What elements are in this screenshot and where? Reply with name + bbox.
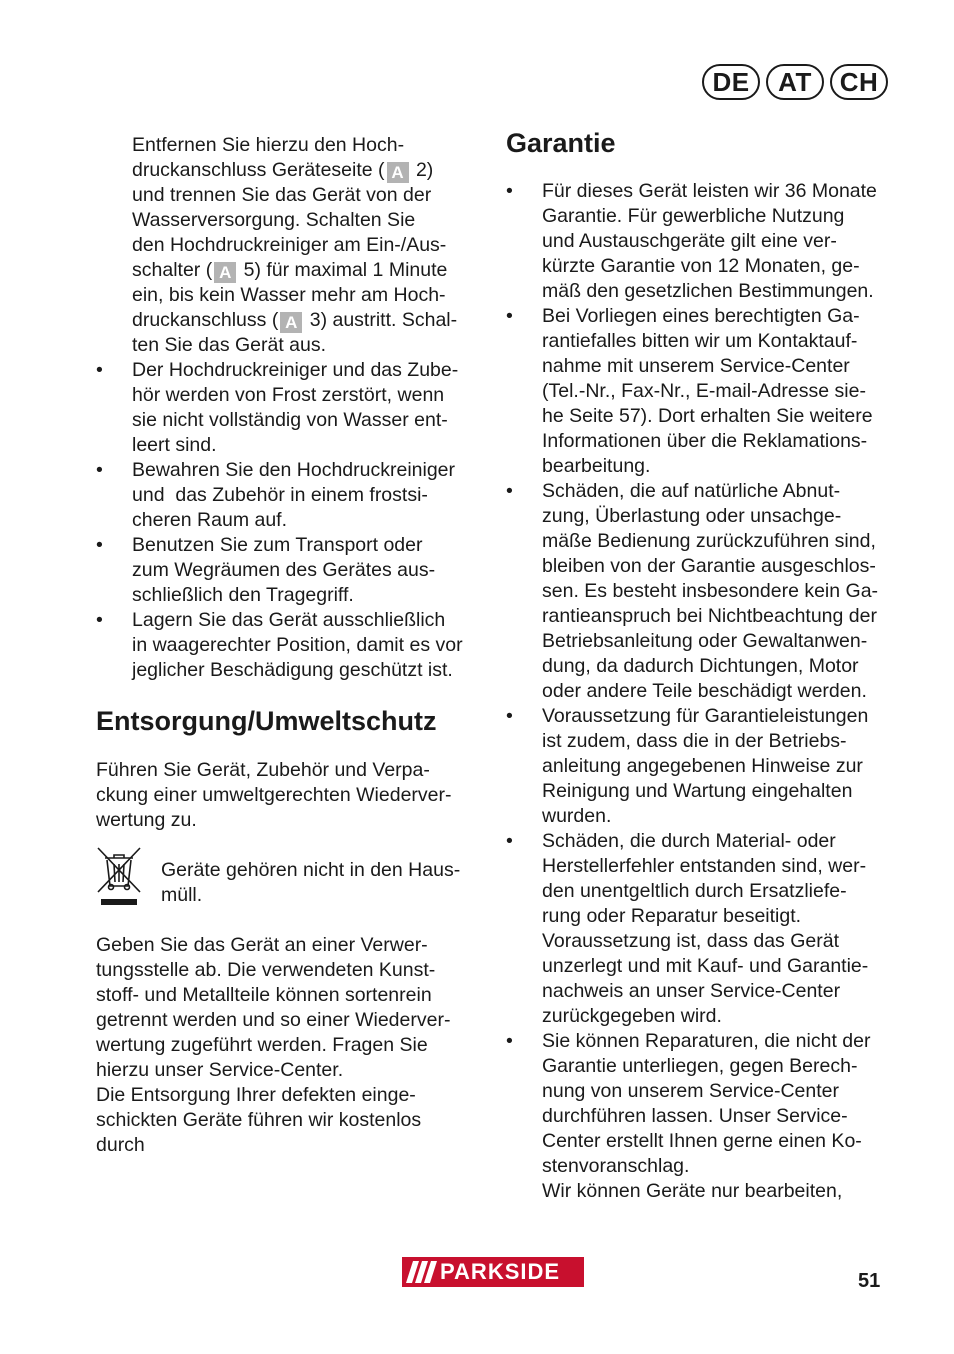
text-line <box>506 479 896 504</box>
text-line <box>506 429 896 454</box>
text-line: Geräte gehören nicht in den Haus- <box>161 859 461 881</box>
text-line <box>506 979 896 1004</box>
text-line <box>96 308 488 333</box>
page-number: 51 <box>858 1270 881 1292</box>
text-line <box>506 604 896 629</box>
text-fragment: schalter ( <box>132 259 213 281</box>
list-item <box>506 304 896 479</box>
text-line <box>506 229 896 254</box>
text-line <box>506 654 896 679</box>
frost-instructions <box>96 133 488 358</box>
text-line: durch <box>96 1134 145 1156</box>
text-fragment: Informationen über die Reklamations- <box>542 430 868 452</box>
disposal-paragraph-2 <box>96 933 488 1158</box>
text-fragment: Voraussetzung für Garantieleistungen <box>542 705 869 727</box>
disposal-paragraph-1 <box>96 758 488 833</box>
text-line <box>96 433 488 458</box>
list-item <box>506 479 896 704</box>
country-badge-ch: CH <box>830 64 888 100</box>
text-line <box>96 508 488 533</box>
list-item <box>506 179 896 304</box>
text-line <box>96 408 488 433</box>
figure-a-badge: A <box>214 262 236 283</box>
text-line <box>506 929 896 954</box>
text-line <box>96 358 488 383</box>
text-line: und trennen Sie das Gerät von der <box>132 184 432 206</box>
bullet-icon: • <box>96 609 103 631</box>
text-line <box>506 254 896 279</box>
right-column <box>506 126 896 1204</box>
bullet-icon: • <box>96 459 103 481</box>
warranty-bullet-list <box>506 179 896 1204</box>
text-fragment: Bei Vorliegen eines berechtigten Ga- <box>542 305 860 327</box>
text-line <box>506 1104 896 1129</box>
text-line <box>506 329 896 354</box>
bullet-icon: • <box>96 534 103 556</box>
text-fragment: und Austauschgeräte gilt eine ver- <box>542 230 837 252</box>
text-fragment: nung von unserem Service-Center <box>542 1080 839 1102</box>
text-fragment: 3) austritt. Schal- <box>304 309 458 331</box>
text-fragment: rantieanspruch bei Nichtbeachtung der <box>542 605 877 627</box>
text-line <box>506 829 896 854</box>
text-line <box>506 804 896 829</box>
text-fragment: (Tel.-Nr., Fax-Nr., E-mail-Adresse sie- <box>542 380 866 402</box>
bullet-icon: • <box>506 830 513 852</box>
text-line: Geben Sie das Gerät an einer Verwer- <box>96 934 428 956</box>
heading-garantie: Garantie <box>506 128 616 158</box>
text-line: müll. <box>161 884 203 906</box>
text-fragment: bleiben von der Garantie ausgeschlos- <box>542 555 876 577</box>
text-line <box>506 279 896 304</box>
bullet-icon: • <box>96 359 103 381</box>
text-fragment: Benutzen Sie zum Transport oder <box>132 534 423 556</box>
crossed-out-bin-icon <box>96 846 142 908</box>
text-line: Wasserversorgung. Schalten Sie <box>132 209 416 231</box>
list-item <box>506 829 896 1029</box>
text-line <box>506 679 896 704</box>
text-line: tungsstelle ab. Die verwendeten Kunst- <box>96 959 436 981</box>
text-line <box>96 633 488 658</box>
text-fragment: nahme mit unserem Service-Center <box>542 355 850 377</box>
list-item <box>96 358 488 458</box>
text-line <box>506 629 896 654</box>
text-fragment: unzerlegt und mit Kauf- und Garantie- <box>542 955 869 977</box>
text-fragment: rung oder Reparatur beseitigt. <box>542 905 802 927</box>
text-fragment: zum Wegräumen des Gerätes aus- <box>132 559 436 581</box>
text-line <box>96 533 488 558</box>
text-line <box>506 1154 896 1179</box>
text-line <box>506 579 896 604</box>
text-line <box>96 583 488 608</box>
list-item <box>96 458 488 533</box>
text-line: hierzu unser Service-Center. <box>96 1059 344 1081</box>
text-line <box>96 258 488 283</box>
text-fragment: Der Hochdruckreiniger und das Zube- <box>132 359 459 381</box>
text-fragment: Garantie. Für gewerbliche Nutzung <box>542 205 845 227</box>
text-fragment: Schäden, die auf natürliche Abnut- <box>542 480 841 502</box>
text-line <box>506 379 896 404</box>
text-fragment: Schäden, die durch Material- oder <box>542 830 836 852</box>
text-fragment: Reinigung und Wartung eingehalten <box>542 780 853 802</box>
text-line <box>506 954 896 979</box>
text-line: Die Entsorgung Ihrer defekten einge- <box>96 1084 416 1106</box>
bullet-icon: • <box>506 705 513 727</box>
country-badge-de: DE <box>702 64 760 100</box>
text-fragment: druckanschluss ( <box>132 309 279 331</box>
text-line: ckung einer umweltgerechten Wiederver- <box>96 784 452 806</box>
figure-a-badge: A <box>280 312 302 333</box>
list-item <box>96 608 488 683</box>
text-line <box>96 483 488 508</box>
text-line: ten Sie das Gerät aus. <box>132 334 327 356</box>
text-fragment: 5) für maximal 1 Minute <box>238 259 448 281</box>
text-fragment: Garantie unterliegen, gegen Berech- <box>542 1055 858 1077</box>
text-fragment: anleitung angegebenen Hinweise zur <box>542 755 863 777</box>
text-fragment: Lagern Sie das Gerät ausschließlich <box>132 609 446 631</box>
text-line <box>506 179 896 204</box>
text-fragment: mäß den gesetzlichen Bestimmungen. <box>542 280 874 302</box>
list-item <box>506 704 896 829</box>
list-item <box>96 533 488 608</box>
text-line <box>506 754 896 779</box>
text-fragment: ist zudem, dass die in der Betriebs- <box>542 730 847 752</box>
figure-a-badge: A <box>387 162 409 183</box>
text-fragment: zung, Überlastung oder unsachge- <box>542 505 842 527</box>
text-fragment: zurückgegeben wird. <box>542 1005 722 1027</box>
country-badge-at: AT <box>766 64 824 100</box>
text-fragment: rantiefalles bitten wir um Kontaktauf- <box>542 330 858 352</box>
text-line <box>506 204 896 229</box>
text-fragment: bearbeitung. <box>542 455 651 477</box>
text-fragment: cheren Raum auf. <box>132 509 288 531</box>
text-line <box>96 608 488 633</box>
text-fragment: Wir können Geräte nur bearbeiten, <box>542 1180 843 1202</box>
parkside-logo <box>402 1257 584 1287</box>
text-fragment: mäße Bedienung zurückzuführen sind, <box>542 530 876 552</box>
text-fragment: den unentgeltlich durch Ersatzliefe- <box>542 880 847 902</box>
text-line: stoff- und Metallteile können sortenrein <box>96 984 432 1006</box>
text-line <box>506 779 896 804</box>
text-fragment: stenvoranschlag. <box>542 1155 690 1177</box>
text-line <box>96 658 488 683</box>
text-line <box>506 729 896 754</box>
text-fragment: hör werden von Frost zerstört, wenn <box>132 384 445 406</box>
text-fragment: dung, da dadurch Dichtungen, Motor <box>542 655 859 677</box>
text-fragment: Voraussetzung ist, dass das Gerät <box>542 930 839 952</box>
text-line <box>506 879 896 904</box>
text-line <box>506 354 896 379</box>
text-fragment: Für dieses Gerät leisten wir 36 Monate <box>542 180 877 202</box>
text-line <box>96 558 488 583</box>
text-line: wertung zugeführt werden. Fragen Sie <box>96 1034 428 1056</box>
heading-entsorgung: Entsorgung/Umweltschutz <box>96 706 437 736</box>
text-fragment: Herstellerfehler entstanden sind, wer- <box>542 855 867 877</box>
text-fragment: nachweis an unser Service-Center <box>542 980 841 1002</box>
text-line: schickten Geräte führen wir kostenlos <box>96 1109 422 1131</box>
text-line <box>506 529 896 554</box>
text-fragment: 2) <box>410 159 434 181</box>
text-fragment: wurden. <box>542 805 612 827</box>
text-fragment: Center erstellt Ihnen gerne einen Ko- <box>542 1130 862 1152</box>
text-fragment: Sie können Reparaturen, die nicht der <box>542 1030 871 1052</box>
text-line <box>506 1079 896 1104</box>
text-line: getrennt werden und so einer Wiederver- <box>96 1009 451 1031</box>
bullet-icon: • <box>506 305 513 327</box>
text-line <box>96 383 488 408</box>
frost-bullet-list <box>96 358 488 683</box>
logo-text: PARKSIDE <box>440 1259 561 1284</box>
text-line <box>506 1029 896 1054</box>
text-line <box>506 1054 896 1079</box>
text-fragment: und das Zubehör in einem frostsi- <box>132 484 428 506</box>
text-fragment: leert sind. <box>132 434 217 456</box>
text-fragment: sen. Es besteht insbesondere kein Ga- <box>542 580 879 602</box>
text-fragment: jeglicher Beschädigung geschützt ist. <box>132 659 453 681</box>
text-fragment: durchführen lassen. Unser Service- <box>542 1105 848 1127</box>
text-line <box>506 404 896 429</box>
text-line <box>506 854 896 879</box>
text-line: den Hochdruckreiniger am Ein-/Aus- <box>132 234 447 256</box>
text-line <box>506 1129 896 1154</box>
text-line <box>506 1004 896 1029</box>
text-fragment: schließlich den Tragegriff. <box>132 584 354 606</box>
text-line <box>506 904 896 929</box>
text-line: ein, bis kein Wasser mehr am Hoch- <box>132 284 446 306</box>
left-column <box>96 133 488 1158</box>
list-item <box>506 1029 896 1204</box>
bullet-icon: • <box>506 1030 513 1052</box>
text-line: Führen Sie Gerät, Zubehör und Verpa- <box>96 759 430 781</box>
text-line <box>506 554 896 579</box>
text-line <box>506 704 896 729</box>
text-fragment: sie nicht vollständig von Wasser ent- <box>132 409 448 431</box>
text-fragment: in waagerechter Position, damit es vor <box>132 634 463 656</box>
text-fragment: Bewahren Sie den Hochdruckreiniger <box>132 459 456 481</box>
text-line: wertung zu. <box>96 809 197 831</box>
text-line <box>506 504 896 529</box>
text-line <box>506 304 896 329</box>
text-fragment: he Seite 57). Dort erhalten Sie weitere <box>542 405 873 427</box>
text-line <box>96 458 488 483</box>
bullet-icon: • <box>506 480 513 502</box>
logo-stripes-icon <box>402 1257 438 1287</box>
weee-note <box>161 858 491 908</box>
text-line <box>506 1179 896 1204</box>
text-fragment: oder andere Teile beschädigt werden. <box>542 680 867 702</box>
text-line <box>96 158 488 183</box>
text-line: Entfernen Sie hierzu den Hoch- <box>132 134 405 156</box>
text-fragment: Betriebsanleitung oder Gewaltanwen- <box>542 630 868 652</box>
bullet-icon: • <box>506 180 513 202</box>
text-fragment: kürzte Garantie von 12 Monaten, ge- <box>542 255 860 277</box>
text-line <box>506 454 896 479</box>
text-fragment: druckanschluss Geräteseite ( <box>132 159 385 181</box>
